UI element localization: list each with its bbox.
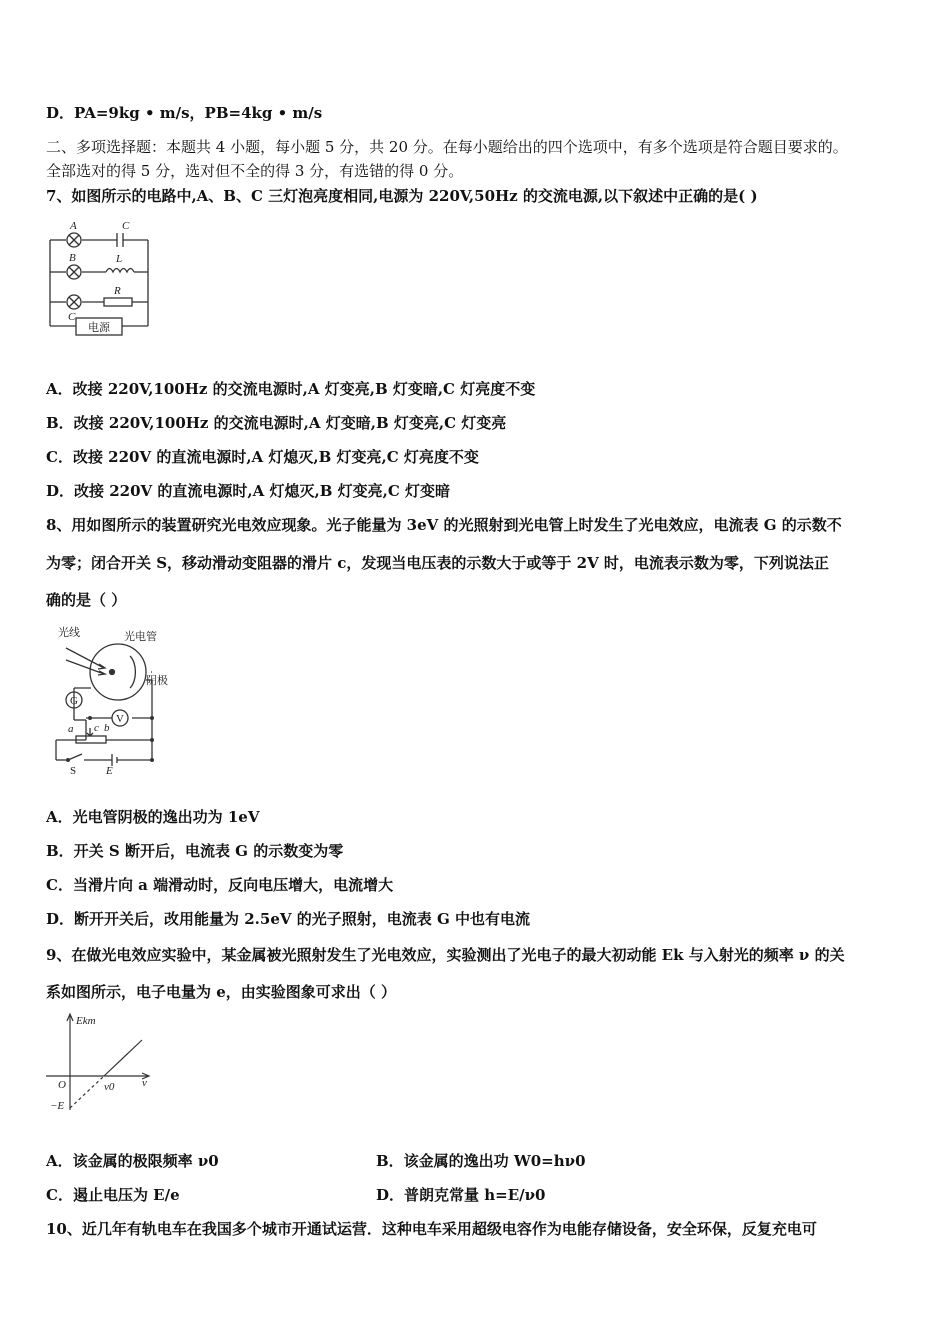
- q7-label-a: A: [70, 220, 77, 232]
- q8-label-switch: S: [70, 765, 77, 776]
- q9-axis-x-label: ν: [142, 1077, 147, 1089]
- q7-label-inductor: L: [116, 253, 123, 265]
- q7-label-b: B: [69, 252, 76, 264]
- q7-option-c: C．改接 220V 的直流电源时,A 灯熄灭,B 灯变亮,C 灯亮度不变: [46, 448, 479, 466]
- q9-option-c: C．遏止电压为 E/e: [46, 1186, 180, 1204]
- q9-stem-line2: 系如图所示，电子电量为 e，由实验图象可求出（ ）: [46, 983, 396, 1001]
- q8-label-galvanometer: G: [70, 695, 78, 707]
- q9-option-a: A．该金属的极限频率 ν0: [46, 1152, 219, 1170]
- q9-stem-line1: 9、在做光电效应实验中，某金属被光照射发生了光电效应，实验测出了光电子的最大初动能 Ek 与入射光的频率 ν 的关: [46, 946, 845, 964]
- q8-stem-line3: 确的是（ ）: [46, 591, 127, 609]
- q6-option-d: D．PA=9kg • m/s，PB=4kg • m/s: [46, 104, 323, 122]
- section2-heading-line1: 二、多项选择题：本题共 4 小题，每小题 5 分，共 20 分。在每小题给出的四个选项中，有多个选项是符合题目要求的。: [46, 138, 848, 156]
- q7-label-power: 电源: [88, 322, 110, 334]
- q7-label-capacitor: C: [122, 220, 130, 232]
- q9-option-b: B．该金属的逸出功 W0=hν0: [376, 1152, 586, 1170]
- q7-label-c: C: [68, 311, 76, 323]
- q9-negE-label: −E: [50, 1100, 65, 1112]
- q9-origin-label: O: [58, 1079, 66, 1091]
- q10-stem-line1: 10、近几年有轨电车在我国多个城市开通试运营．这种电车采用超级电容作为电能存储设备，安全环保，反复充电可: [46, 1220, 817, 1238]
- q8-option-c: C．当滑片向 a 端滑动时，反向电压增大，电流增大: [46, 876, 394, 894]
- q8-stem-line2: 为零；闭合开关 S，移动滑动变阻器的滑片 c，发现当电压表的示数大于或等于 2V 时，电流表示数为零，下列说法正: [46, 554, 829, 572]
- section2-heading-line2: 全部选对的得 5 分，选对但不全的得 3 分，有选错的得 0 分。: [46, 162, 464, 180]
- q7-option-b: B．改接 220V,100Hz 的交流电源时,A 灯变暗,B 灯变亮,C 灯变亮: [46, 414, 507, 432]
- q8-label-voltmeter: V: [116, 713, 124, 725]
- q7-option-d: D．改接 220V 的直流电源时,A 灯熄灭,B 灯变亮,C 灯变暗: [46, 482, 450, 500]
- q8-option-a: A．光电管阴极的逸出功为 1eV: [46, 808, 260, 826]
- q7-circuit-diagram: [44, 218, 156, 344]
- q8-apparatus-diagram: [46, 620, 186, 776]
- q7-option-a: A．改接 220V,100Hz 的交流电源时,A 灯变亮,B 灯变暗,C 灯亮度不变: [46, 380, 536, 398]
- q9-graph: [44, 1010, 156, 1114]
- q8-label-c: c: [94, 722, 99, 734]
- q9-option-d: D．普朗克常量 h=E/ν0: [376, 1186, 546, 1204]
- q8-label-a: a: [68, 723, 74, 735]
- q8-label-emf: E: [106, 765, 113, 776]
- q7-label-resistor: R: [114, 285, 121, 297]
- q8-stem-line1: 8、用如图所示的装置研究光电效应现象。光子能量为 3eV 的光照射到光电管上时发生了光电效应，电流表 G 的示数不: [46, 516, 842, 534]
- q8-label-light: 光线: [58, 627, 80, 639]
- q9-nu0-label: ν0: [104, 1081, 115, 1093]
- q9-axis-y-label: Ekm: [76, 1015, 96, 1027]
- q8-label-b: b: [104, 722, 110, 734]
- q8-label-phototube: 光电管: [124, 631, 157, 643]
- q8-option-b: B．开关 S 断开后，电流表 G 的示数变为零: [46, 842, 344, 860]
- q8-label-cathode: 阴极: [146, 675, 168, 687]
- q7-stem: 7、如图所示的电路中,A、B、C 三灯泡亮度相同,电源为 220V,50Hz 的交流电源,以下叙述中正确的是( ): [46, 187, 758, 205]
- q8-option-d: D．断开开关后，改用能量为 2.5eV 的光子照射，电流表 G 中也有电流: [46, 910, 530, 928]
